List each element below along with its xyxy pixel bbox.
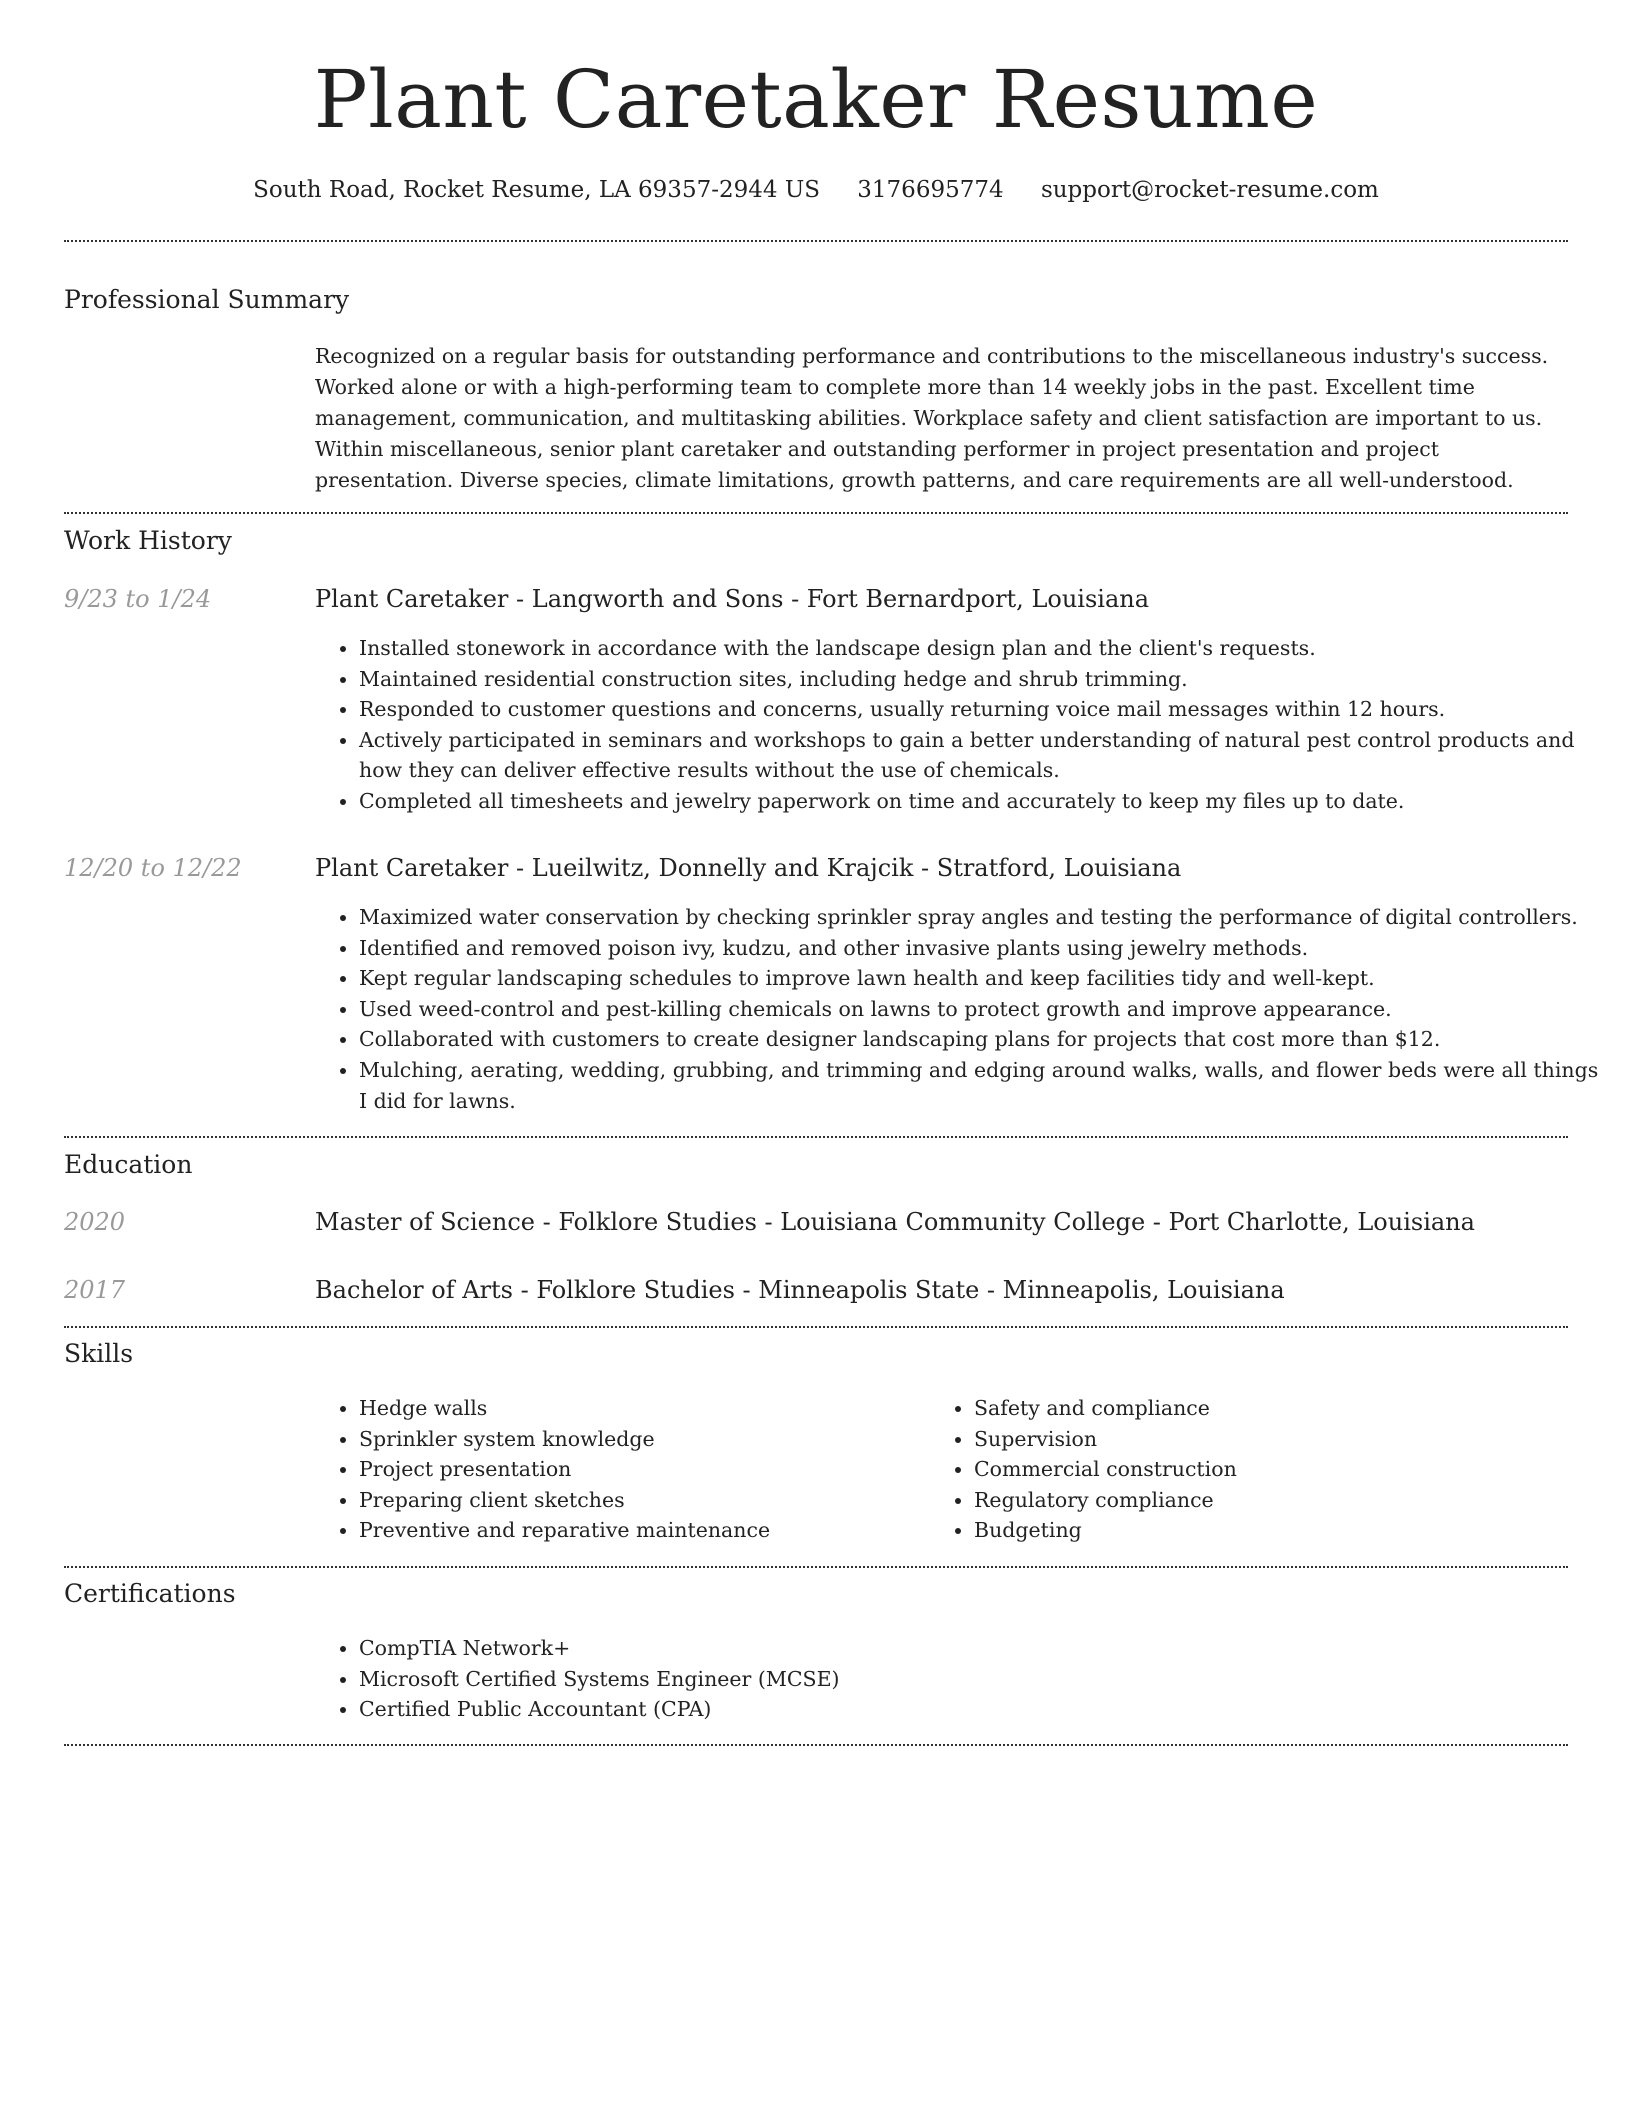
contact-line [0, 170, 1632, 210]
list-item: • Identified and removed poison ivy, kudzu, and other invasive plants using jewelry methods. [359, 933, 1611, 964]
resume-title: Plant Caretaker Resume [313, 53, 1319, 146]
divider [64, 1136, 1568, 1138]
education-entry: Master of Science - Folklore Studies - Louisiana Community College - Port Charlotte, Louisiana [315, 1208, 1475, 1236]
job-dates: 12/20 to 12/22 [64, 854, 242, 882]
education-year: 2017 [64, 1276, 126, 1304]
section-title-education: Education [64, 1150, 193, 1179]
contact-address: South Road, Rocket Resume, LA 69357-2944 US [253, 177, 820, 203]
contact-phone: 3176695774 [857, 177, 1004, 203]
job-heading: Plant Caretaker - Lueilwitz, Donnelly and Krajcik - Stratford, Louisiana [315, 854, 1182, 882]
list-item: • Microsoft Certified Systems Engineer (MCSE) [359, 1664, 1611, 1695]
list-item: • Budgeting [974, 1515, 1574, 1546]
list-item: • Regulatory compliance [974, 1485, 1574, 1516]
list-item: • Preventive and reparative maintenance [359, 1515, 959, 1546]
contact-email: support@rocket-resume.com [1040, 177, 1379, 203]
list-item: • Used weed-control and pest-killing chemicals on lawns to protect growth and improve appearance. [359, 994, 1611, 1025]
list-item: • Completed all timesheets and jewelry paperwork on time and accurately to keep my files up to date. [359, 786, 1611, 817]
job-dates: 9/23 to 1/24 [64, 585, 212, 613]
list-item: • Responded to customer questions and concerns, usually returning voice mail messages within 12 hours. [359, 694, 1611, 725]
job-bullets [315, 902, 1611, 1116]
divider [64, 1566, 1568, 1568]
divider [64, 240, 1568, 242]
list-item: • Kept regular landscaping schedules to improve lawn health and keep facilities tidy and well-kept. [359, 963, 1611, 994]
list-item: • Sprinkler system knowledge [359, 1424, 959, 1455]
list-item: • Hedge walls [359, 1393, 959, 1424]
list-item: • CompTIA Network+ [359, 1633, 1611, 1664]
list-item: • Preparing client sketches [359, 1485, 959, 1516]
list-item: • Commercial construction [974, 1454, 1574, 1485]
list-item: • Maximized water conservation by checking sprinkler spray angles and testing the performance of digital controllers. [359, 902, 1611, 933]
list-item: • Project presentation [359, 1454, 959, 1485]
skills-list-left [315, 1393, 959, 1546]
education-year: 2020 [64, 1208, 126, 1236]
divider [64, 512, 1568, 514]
summary-text: Recognized on a regular basis for outstanding performance and contributions to the miscellaneous industry's success. Worked alone or with a high-performing team to complete more than 14 weekly jobs in the past. Excellent time management, communication, and multitasking abilities. Workplace safety and client satisfaction are important to us. Within miscellaneous, senior plant caretaker and outstanding performer in project presentation and project presentation. Diverse species, climate limitations, growth patterns, and care requirements are all well-understood. [315, 344, 1549, 492]
section-title-skills: Skills [64, 1339, 134, 1368]
education-entry: Bachelor of Arts - Folklore Studies - Minneapolis State - Minneapolis, Louisiana [315, 1276, 1285, 1304]
list-item: • Collaborated with customers to create designer landscaping plans for projects that cost more than $12. [359, 1024, 1611, 1055]
list-item: • Maintained residential construction sites, including hedge and shrub trimming. [359, 664, 1611, 695]
section-title-summary: Professional Summary [64, 285, 350, 314]
divider [64, 1326, 1568, 1328]
list-item: • Supervision [974, 1424, 1574, 1455]
list-item: • Actively participated in seminars and workshops to gain a better understanding of natural pest control products and how they can deliver effective results without the use of chemicals. [359, 725, 1611, 786]
skills-list-right [930, 1393, 1574, 1546]
certifications-list [315, 1633, 1611, 1725]
section-title-certifications: Certifications [64, 1579, 236, 1608]
divider [64, 1744, 1568, 1746]
job-bullets [315, 633, 1611, 817]
list-item: • Certified Public Accountant (CPA) [359, 1694, 1611, 1725]
list-item: • Mulching, aerating, wedding, grubbing, and trimming and edging around walks, walls, and flower beds were all things I did for lawns. [359, 1055, 1611, 1116]
section-title-work-history: Work History [64, 526, 232, 555]
list-item: • Safety and compliance [974, 1393, 1574, 1424]
list-item: • Installed stonework in accordance with the landscape design plan and the client's requests. [359, 633, 1611, 664]
job-heading: Plant Caretaker - Langworth and Sons - Fort Bernardport, Louisiana [315, 585, 1150, 613]
